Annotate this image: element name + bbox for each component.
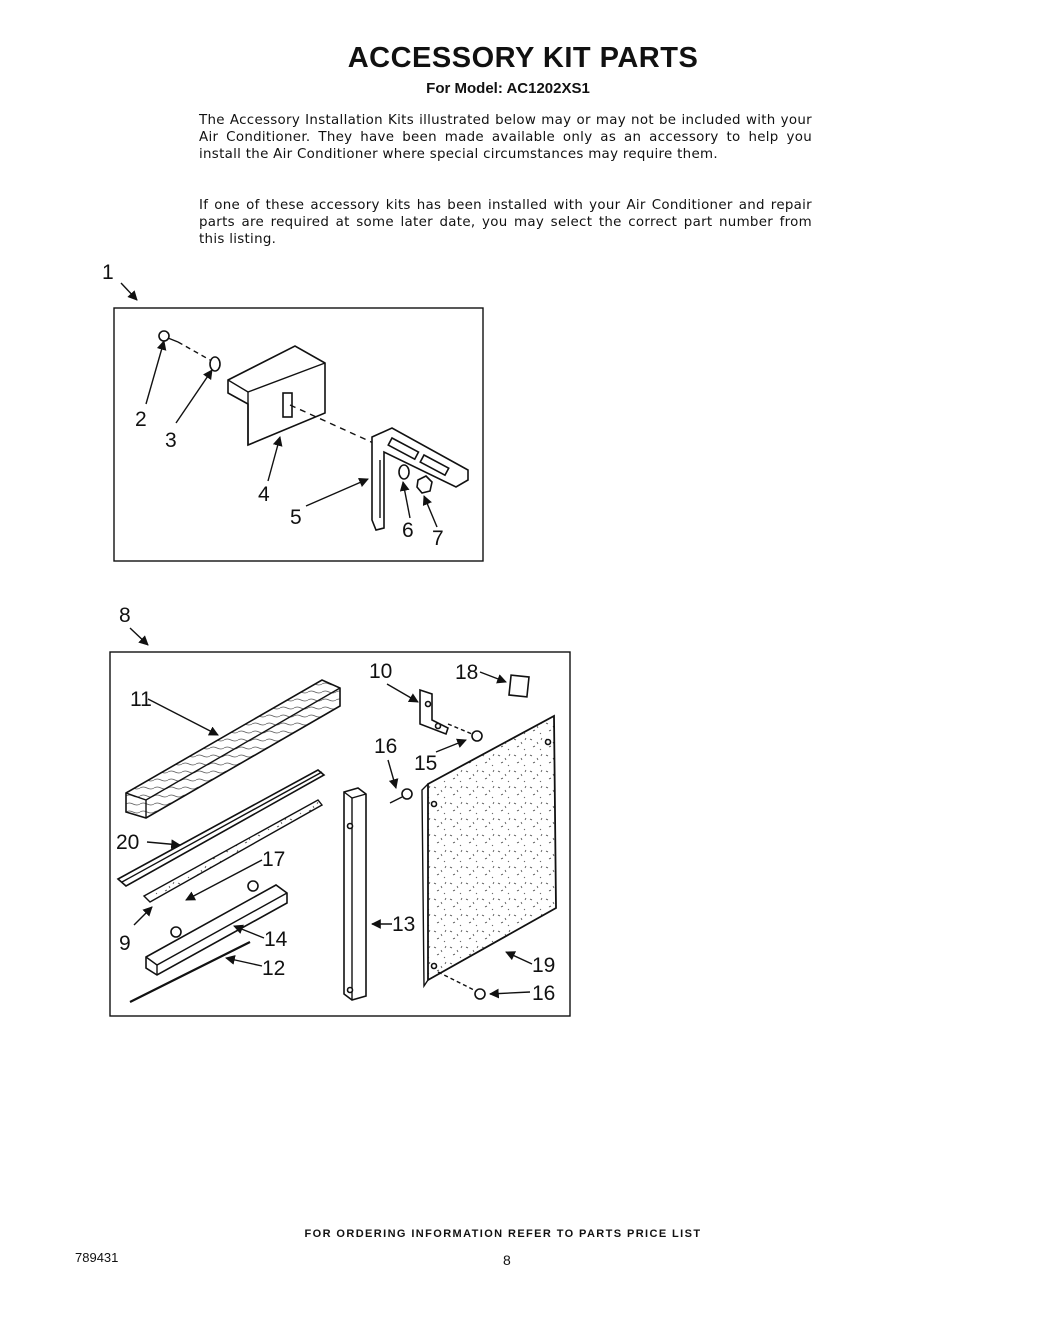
page-title: ACCESSORY KIT PARTS [347, 42, 699, 74]
callout-kit-2: 8 [119, 604, 131, 627]
panel-part [422, 716, 556, 986]
callout-panel-screw: 16 [532, 982, 556, 1005]
callout-nut: 7 [432, 527, 444, 550]
ordering-note: FOR ORDERING INFORMATION REFER TO PARTS PRICE LIST [304, 1228, 702, 1240]
callout-bracket-cover: 4 [258, 483, 270, 506]
intro-paragraph: The Accessory Installation Kits illustrated below may or may not be included with your Air Conditioner. They have been made available only as an accessory to help you install the Air Conditioner where special circumstances may require them. [199, 113, 812, 162]
rail-screw-icon [248, 881, 258, 891]
model-subtitle: For Model: AC1202XS1 [426, 80, 590, 97]
bracket-screw-part [472, 731, 482, 741]
screw-part [159, 331, 178, 342]
document-number: 789431 [75, 1250, 119, 1265]
callout-screw: 2 [135, 408, 147, 431]
callout-kit-1: 1 [102, 261, 114, 284]
lock-washer-part [399, 465, 409, 479]
vertical-post-part [344, 788, 366, 1000]
callout-l-bracket: 5 [290, 506, 302, 529]
callout-top-channel: 20 [116, 831, 140, 854]
callout-rail-screw: 17 [262, 848, 286, 871]
callout-post-screw: 16 [374, 735, 398, 758]
kit-2-group [110, 604, 570, 1016]
callout-sill-bar: 11 [130, 688, 152, 711]
page-number: 8 [503, 1252, 511, 1268]
repair-paragraph: If one of these accessory kits has been installed with your Air Conditioner and repair parts are required at some later date, you may select the correct part number from this listing. [199, 198, 812, 247]
callout-strip: 9 [119, 932, 131, 955]
nut-part [417, 476, 432, 493]
rail-screw-icon [171, 927, 181, 937]
callout-bracket-screw: 15 [414, 752, 438, 775]
bracket-cover-part [228, 346, 325, 445]
callout-rail: 14 [264, 928, 288, 951]
post-screw-part [402, 789, 412, 799]
small-bracket-part [420, 690, 448, 734]
washer-part [210, 357, 220, 371]
callout-vertical-post: 13 [392, 913, 416, 936]
callout-panel: 19 [532, 954, 556, 977]
kit-1-group [102, 261, 483, 561]
callout-pad: 18 [455, 661, 479, 684]
callout-small-bracket: 10 [369, 660, 393, 683]
callout-lock-washer: 6 [402, 519, 414, 542]
callout-washer: 3 [165, 429, 177, 452]
sill-bar-part [126, 680, 340, 818]
panel-screw-part [475, 989, 485, 999]
pad-part [509, 675, 529, 697]
callout-rod: 12 [262, 957, 286, 980]
